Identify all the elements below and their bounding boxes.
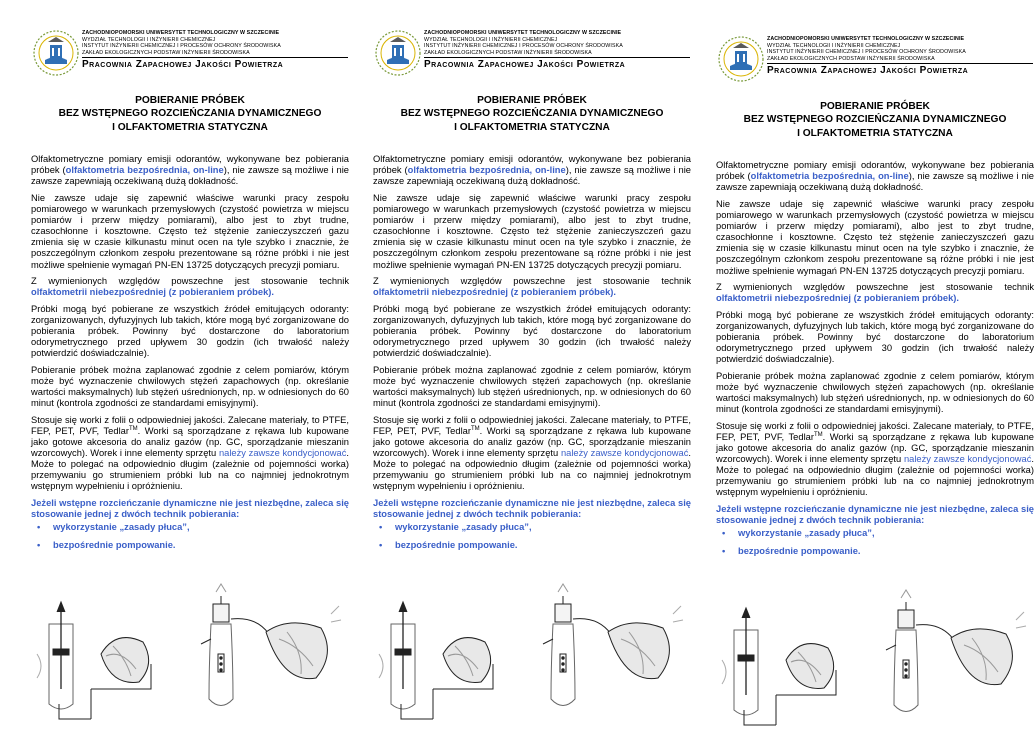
document-title: [373, 94, 691, 134]
paragraph-recommendation: Jeżeli wstępne rozcieńczanie dynamiczne nie jest niezbędne, zaleca się stosowanie jednej z dwóch technik pobierania:: [716, 503, 1034, 525]
paragraph-sources: Próbki mogą być pobierane ze wszystkich źródeł emitujących odoranty: zorganizowanych, dyfuzyjnych lub takich, które mogą być zorganizowane do pobierania próbek. Powinny być dostarczone do laboratorium odorymetrycznego przed upływem 30 godzin (ich trwałość należy potwierdzić doświadczalnie).: [716, 309, 1034, 365]
paragraph-techniques: Z wymienionych względów powszechne jest stosowanie technik olfaktometrii niebezpośredniej (z pobieraniem próbek).: [373, 276, 691, 298]
paragraph-planning: Pobieranie próbek można zaplanować zgodnie z celem pomiarów, którym może być wyznaczenie chwilowych stężeń zapachowych (np. określanie wartości maksymalnych) lub stężeń uśrednionych, np. w odniesionych do 60 minut (kontrola zgodności ze standardami emisyjnymi).: [373, 364, 691, 409]
letterhead: [716, 34, 1034, 96]
list-item: • wykorzystanie „zasady płuca”,: [379, 522, 532, 533]
paragraph-intro: Olfaktometryczne pomiary emisji odorantów, wykonywane bez pobierania próbek (olfaktometria bezpośrednia, on-line), nie zawsze są możliwe i nie zawsze zapewniają oczekiwaną dużą dokładność.: [31, 154, 350, 187]
document-body: [373, 154, 691, 551]
highlight-indirect: olfaktometrii niebezpośredniej (z pobieraniem próbek).: [373, 287, 616, 298]
title-line-1: POBIERANIE PRÓBEK: [135, 95, 245, 106]
paragraph-techniques: Z wymienionych względów powszechne jest stosowanie technik olfaktometrii niebezpośredniej (z pobieraniem próbek).: [31, 276, 349, 298]
paragraph-conditions: Nie zawsze udaje się zapewnić właściwe warunki pracy zespołu pomiarowego w warunkach przemysłowych (czystość powietrza w miejscu pomiarów i przerw między pomiarami), albo jest to zbyt trudne, czasochłonne i kosztowne. Często też stężenie zanieczyszczeń gazu zmienia się w czasie kilkunastu minut ocen na tyle szybko i znacznie, że poszczególnym członkom zespołu prezentowane są różne próbki i nie jest możliwe spełnienie wymagań PN-EN 13725 dotyczących precyzji pomiaru.: [716, 199, 1034, 276]
university-logo-icon: [373, 28, 423, 78]
title-line-2: BEZ WSTĘPNEGO ROZCIEŃCZANIA DYNAMICZNEGO: [58, 108, 322, 120]
paragraph-bags: Stosuje się worki z folii o odpowiedniej jakości. Zalecane materiały, to PTFE, FEP, PET, PVF, Tedlar™. Worki są sporządzane z rękawa lub kupowane jako gotowe akcesoria do analiz gazów (np. GC, sporządzanie mieszanin wzorcowych). Worek i inne elementy sprzętu należy zawsze kondycjonować. Może to polegać na odpowiednio długim (zależnie od pojemności worka) przemywaniu go strumieniem próbki lub na co najmniej jednokrotnym wstępnym wypełnieniu i opróżnieniu.: [716, 420, 1034, 498]
lung-principle-sampling-illustration: [722, 608, 836, 725]
title-line-3: I OLFAKTOMETRIA STATYCZNA: [797, 127, 953, 139]
lab-name: Pracownia Zapachowej Jakości Powietrza: [82, 59, 284, 71]
paragraph-bags: Stosuje się worki z folii o odpowiedniej jakości. Zalecane materiały, to PTFE, FEP, PET, PVF, Tedlar™. Worki są sporządzane z rękawa lub kupowane jako gotowe akcesoria do analiz gazów (np. GC, sporządzanie mieszanin wzorcowych). Worek i inne elementy sprzętu należy zawsze kondycjonować. Może to polegać na odpowiednio długim (zależnie od pojemności worka) przemywaniu go strumieniem próbki lub na co najmniej jednokrotnym wstępnym wypełnieniu i opróżnieniu.: [31, 414, 350, 492]
header-divider: [767, 63, 1033, 64]
title-line-3: I OLFAKTOMETRIA STATYCZNA: [454, 121, 610, 133]
list-item: • bezpośrednie pompowanie.: [379, 540, 518, 551]
trademark-sup: TM: [470, 425, 480, 432]
title-line-1: POBIERANIE PRÓBEK: [820, 101, 930, 112]
title-line-1: POBIERANIE PRÓBEK: [477, 95, 587, 106]
document-copy-3: [716, 6, 1034, 730]
list-item: • wykorzystanie „zasady płuca”,: [722, 528, 875, 539]
document-body: [31, 154, 349, 551]
direct-pumping-illustration: [201, 584, 341, 706]
university-logo-icon: [716, 34, 766, 84]
paragraph-sources: Próbki mogą być pobierane ze wszystkich źródeł emitujących odoranty: zorganizowanych, dyfuzyjnych lub takich, które mogą być zorganizowane do pobierania próbek. Powinny być dostarczone do laboratorium odorymetrycznego przed upływem 30 godzin (ich trwałość należy potwierdzić doświadczalnie).: [373, 303, 691, 359]
university-name: ZACHODNIOPOMORSKI UNIWERSYTET TECHNOLOGICZNY W SZCZECINIE: [767, 36, 965, 42]
institute-name: INSTYTUT INŻYNIERII CHEMICZNEJ I PROCESÓW OCHRONY ŚRODOWISKA: [82, 43, 281, 50]
highlight-online: olfaktometria bezpośrednia, on-line: [750, 171, 909, 182]
letterhead: [31, 28, 349, 90]
faculty-name: WYDZIAŁ TECHNOLOGII I INŻYNIERII CHEMICZNEJ: [767, 42, 901, 49]
direct-pumping-illustration: [543, 584, 683, 706]
list-item: • bezpośrednie pompowanie.: [37, 540, 176, 551]
highlight-indirect: olfaktometrii niebezpośredniej (z pobieraniem próbek).: [31, 287, 274, 298]
lung-principle-sampling-illustration: [379, 602, 493, 719]
department-name: ZAKŁAD EKOLOGICZNYCH PODSTAW INŻYNIERII ŚRODOWISKA: [767, 55, 935, 62]
sampling-illustration: [716, 600, 1034, 730]
header-divider: [82, 57, 348, 58]
highlight-online: olfaktometria bezpośrednia, on-line: [65, 165, 224, 176]
paragraph-intro: Olfaktometryczne pomiary emisji odorantów, wykonywane bez pobierania próbek (olfaktometria bezpośrednia, on-line), nie zawsze są możliwe i nie zawsze zapewniają oczekiwaną dużą dokładność.: [373, 154, 692, 187]
department-name: ZAKŁAD EKOLOGICZNYCH PODSTAW INŻYNIERII ŚRODOWISKA: [82, 49, 250, 56]
highlight-conditioning: należy zawsze kondycjonować: [560, 447, 689, 458]
paragraph-conditions: Nie zawsze udaje się zapewnić właściwe warunki pracy zespołu pomiarowego w warunkach przemysłowych (czystość powietrza w miejscu pomiarów i przerw między pomiarami), albo jest to zbyt trudne, czasochłonne i kosztowne. Często też stężenie zanieczyszczeń gazu zmienia się w czasie kilkunastu minut ocen na tyle szybko i znacznie, że poszczególnym członkom zespołu prezentowane są różne próbki i nie jest możliwe spełnienie wymagań PN-EN 13725 dotyczących precyzji pomiaru.: [373, 193, 691, 270]
trademark-sup: TM: [128, 425, 138, 432]
title-line-2: BEZ WSTĘPNEGO ROZCIEŃCZANIA DYNAMICZNEGO: [400, 108, 664, 120]
faculty-name: WYDZIAŁ TECHNOLOGII I INŻYNIERII CHEMICZNEJ: [82, 36, 216, 43]
direct-pumping-illustration: [886, 590, 1026, 712]
sampling-illustration: [373, 594, 691, 724]
paragraph-planning: Pobieranie próbek można zaplanować zgodnie z celem pomiarów, którym może być wyznaczenie chwilowych stężeń zapachowych (np. określanie wartości maksymalnych) lub stężeń uśrednionych, np. w odniesionych do 60 minut (kontrola zgodności ze standardami emisyjnymi).: [716, 370, 1034, 415]
highlight-conditioning: należy zawsze kondycjonować: [218, 447, 347, 458]
technique-list: [716, 528, 1034, 557]
title-line-2: BEZ WSTĘPNEGO ROZCIEŃCZANIA DYNAMICZNEGO: [743, 114, 1007, 126]
institute-name: INSTYTUT INŻYNIERII CHEMICZNEJ I PROCESÓW OCHRONY ŚRODOWISKA: [767, 49, 966, 56]
technique-list: [31, 522, 349, 551]
technique-list: [373, 522, 691, 551]
lab-name: Pracownia Zapachowej Jakości Powietrza: [767, 65, 969, 77]
document-copy-2: [373, 0, 691, 724]
paragraph-conditions: Nie zawsze udaje się zapewnić właściwe warunki pracy zespołu pomiarowego w warunkach przemysłowych (czystość powietrza w miejscu pomiarów i przerw między pomiarami), albo jest to zbyt trudne, czasochłonne i kosztowne. Często też stężenie zanieczyszczeń gazu zmienia się w czasie kilkunastu minut ocen na tyle szybko i znacznie, że poszczególnym członkom zespołu prezentowane są różne próbki i nie jest możliwe spełnienie wymagań PN-EN 13725 dotyczących precyzji pomiaru.: [31, 193, 349, 270]
institute-name: INSTYTUT INŻYNIERII CHEMICZNEJ I PROCESÓW OCHRONY ŚRODOWISKA: [424, 43, 623, 50]
title-line-3: I OLFAKTOMETRIA STATYCZNA: [112, 121, 268, 133]
paragraph-recommendation: Jeżeli wstępne rozcieńczanie dynamiczne nie jest niezbędne, zaleca się stosowanie jednej z dwóch technik pobierania:: [31, 497, 349, 519]
highlight-conditioning: należy zawsze kondycjonować: [903, 453, 1032, 464]
highlight-indirect: olfaktometrii niebezpośredniej (z pobieraniem próbek).: [716, 293, 959, 304]
paragraph-sources: Próbki mogą być pobierane ze wszystkich źródeł emitujących odoranty: zorganizowanych, dyfuzyjnych lub takich, które mogą być zorganizowane do pobierania próbek. Powinny być dostarczone do laboratorium odorymetrycznego przed upływem 30 godzin (ich trwałość należy potwierdzić doświadczalnie).: [31, 303, 349, 359]
document-title: [716, 100, 1034, 140]
university-name: ZACHODNIOPOMORSKI UNIWERSYTET TECHNOLOGICZNY W SZCZECINIE: [424, 30, 622, 36]
faculty-name: WYDZIAŁ TECHNOLOGII I INŻYNIERII CHEMICZNEJ: [424, 36, 558, 43]
sampling-illustration: [31, 594, 349, 724]
document-copy-1: [31, 0, 349, 724]
paragraph-techniques: Z wymienionych względów powszechne jest stosowanie technik olfaktometrii niebezpośredniej (z pobieraniem próbek).: [716, 282, 1034, 304]
lab-name: Pracownia Zapachowej Jakości Powietrza: [424, 59, 626, 71]
lung-principle-sampling-illustration: [37, 602, 151, 719]
paragraph-intro: Olfaktometryczne pomiary emisji odorantów, wykonywane bez pobierania próbek (olfaktometria bezpośrednia, on-line), nie zawsze są możliwe i nie zawsze zapewniają oczekiwaną dużą dokładność.: [716, 160, 1034, 193]
university-logo-icon: [31, 28, 81, 78]
list-item: • bezpośrednie pompowanie.: [722, 546, 861, 557]
list-item: • wykorzystanie „zasady płuca”,: [37, 522, 190, 533]
header-divider: [424, 57, 690, 58]
department-name: ZAKŁAD EKOLOGICZNYCH PODSTAW INŻYNIERII ŚRODOWISKA: [424, 49, 592, 56]
document-title: [31, 94, 349, 134]
highlight-online: olfaktometria bezpośrednia, on-line: [407, 165, 566, 176]
trademark-sup: TM: [813, 431, 823, 438]
letterhead: [373, 28, 691, 90]
paragraph-recommendation: Jeżeli wstępne rozcieńczanie dynamiczne nie jest niezbędne, zaleca się stosowanie jednej z dwóch technik pobierania:: [373, 497, 691, 519]
document-body: [716, 160, 1034, 557]
paragraph-planning: Pobieranie próbek można zaplanować zgodnie z celem pomiarów, którym może być wyznaczenie chwilowych stężeń zapachowych (np. określanie wartości maksymalnych) lub stężeń uśrednionych, np. w odniesionych do 60 minut (kontrola zgodności ze standardami emisyjnymi).: [31, 364, 349, 409]
university-name: ZACHODNIOPOMORSKI UNIWERSYTET TECHNOLOGICZNY W SZCZECINIE: [82, 30, 280, 36]
paragraph-bags: Stosuje się worki z folii o odpowiedniej jakości. Zalecane materiały, to PTFE, FEP, PET, PVF, Tedlar™. Worki są sporządzane z rękawa lub kupowane jako gotowe akcesoria do analiz gazów (np. GC, sporządzanie mieszanin wzorcowych). Worek i inne elementy sprzętu należy zawsze kondycjonować. Może to polegać na odpowiednio długim (zależnie od pojemności worka) przemywaniu go strumieniem próbki lub na co najmniej jednokrotnym wstępnym wypełnieniu i opróżnieniu.: [373, 414, 692, 492]
